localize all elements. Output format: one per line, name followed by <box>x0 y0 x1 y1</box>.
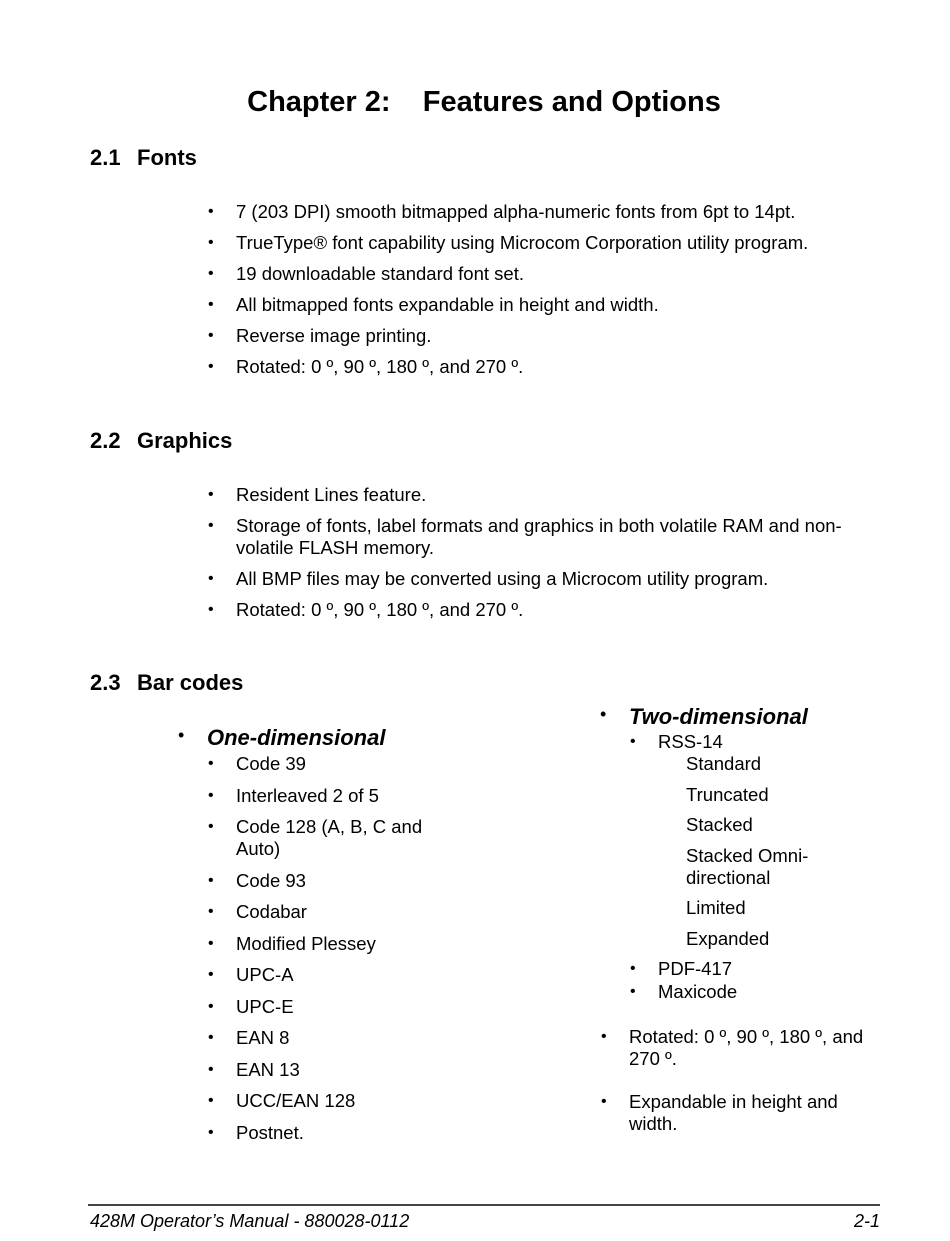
list-item: • Rotated: 0 º, 90 º, 180 º, and 270 º. <box>629 1026 879 1070</box>
list-item: Standard <box>686 753 762 774</box>
section-heading-graphics <box>90 428 232 454</box>
list-item: • Maxicode <box>658 981 858 1003</box>
section-title: Fonts <box>137 145 197 170</box>
section-heading-bar-codes <box>90 670 243 696</box>
list-item: Stacked Omni-directional <box>686 844 809 888</box>
list-item: Expanded <box>686 927 770 949</box>
list-item: • Expandable in height and width. <box>629 1091 879 1135</box>
list-item: • 19 downloadable standard font set. <box>236 263 876 285</box>
two-dimensional-other-list <box>658 958 858 1004</box>
list-item: Limited <box>686 897 746 918</box>
list-item: • UPC-A <box>236 964 456 986</box>
list-item: • Code 128 (A, B, C and Auto) <box>236 816 456 860</box>
section-number: 2.3 <box>90 670 121 695</box>
footer-rule <box>88 1204 880 1206</box>
list-item: • TrueType® font capability using Microcom Corporation utility program. <box>236 232 876 254</box>
list-item: • Codabar <box>236 901 456 923</box>
one-dimensional-heading: • One-dimensional <box>207 725 385 751</box>
list-item: • UPC-E <box>236 996 456 1018</box>
footer-manual-title: 428M Operator’s Manual - 880028-0112 <box>90 1211 410 1231</box>
rss-list <box>658 731 858 754</box>
list-item: • Resident Lines feature. <box>236 484 876 506</box>
footer-page-number: 2-1 <box>853 1211 880 1231</box>
list-item: • Postnet. <box>236 1122 456 1144</box>
list-item: Stacked <box>686 814 753 835</box>
list-item: • RSS-14 <box>658 731 858 753</box>
list-item: • PDF-417 <box>658 958 858 980</box>
list-item: • 7 (203 DPI) smooth bitmapped alpha-numeric fonts from 6pt to 14pt. <box>236 201 876 223</box>
list-item: • All bitmapped fonts expandable in height and width. <box>236 294 876 316</box>
page-title: Chapter 2: Features and Options <box>247 86 721 118</box>
two-dimensional-notes <box>629 1026 879 1156</box>
list-item: • Storage of fonts, label formats and graphics in both volatile RAM and non-volatile FLASH memory. <box>236 515 876 559</box>
list-item: • Rotated: 0 º, 90 º, 180 º, and 270 º. <box>236 356 876 378</box>
list-item: • All BMP files may be converted using a Microcom utility program. <box>236 568 876 590</box>
rss-variants-list <box>686 753 836 958</box>
section-number: 2.1 <box>90 145 121 170</box>
list-item: • Interleaved 2 of 5 <box>236 785 456 807</box>
list-item: • EAN 13 <box>236 1059 456 1081</box>
list-item: • Modified Plessey <box>236 933 456 955</box>
graphics-list <box>236 484 876 630</box>
section-title: Bar codes <box>137 670 244 695</box>
section-number: 2.2 <box>90 428 121 453</box>
list-item: • Reverse image printing. <box>236 325 876 347</box>
list-item: • UCC/EAN 128 <box>236 1090 456 1112</box>
fonts-list <box>236 201 876 387</box>
two-dimensional-heading: • Two-dimensional <box>629 704 808 730</box>
list-item: • Code 39 <box>236 753 456 775</box>
list-item: • EAN 8 <box>236 1027 456 1049</box>
list-item: • Rotated: 0 º, 90 º, 180 º, and 270 º. <box>236 599 876 621</box>
section-title: Graphics <box>137 428 233 453</box>
one-dimensional-list <box>236 753 456 1153</box>
list-item: Truncated <box>686 783 769 805</box>
section-heading-fonts <box>90 145 197 171</box>
list-item: • Code 93 <box>236 870 456 892</box>
